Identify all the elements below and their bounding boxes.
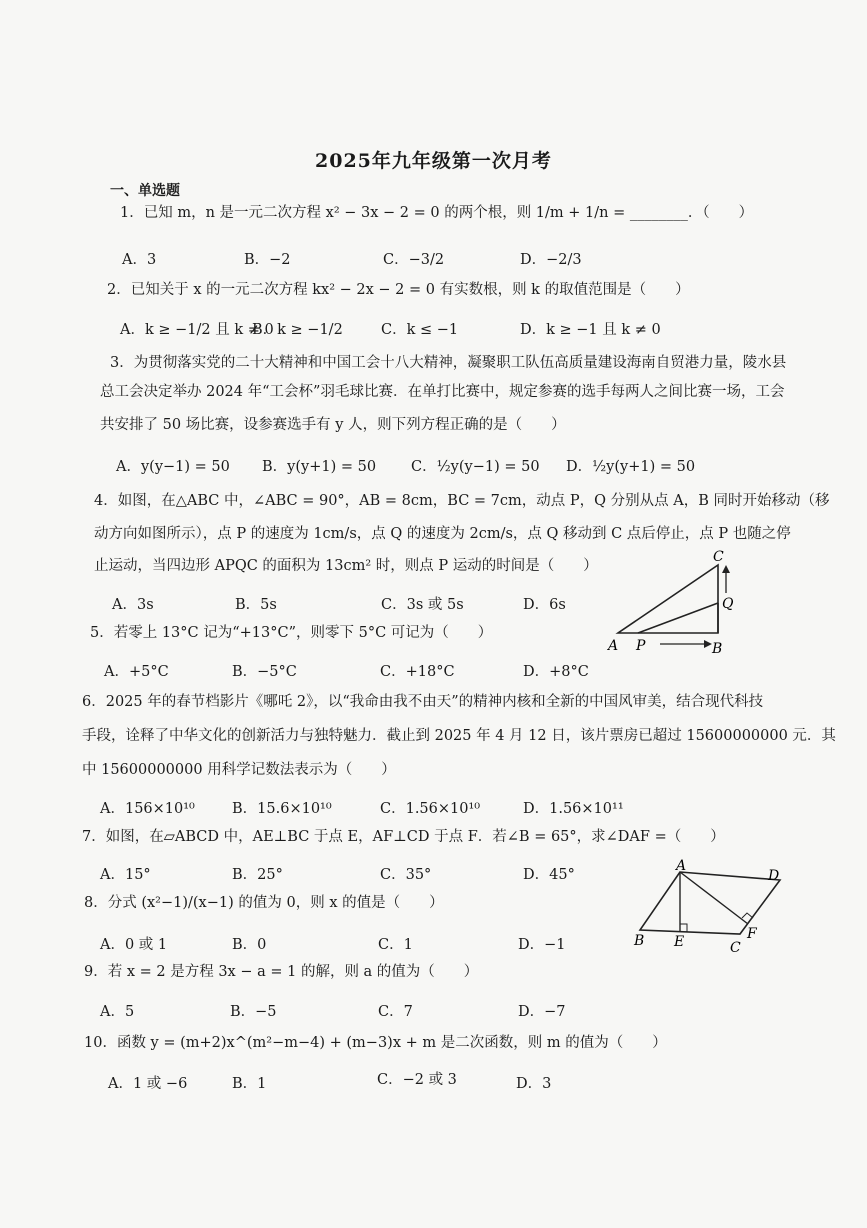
q5-option-d[interactable]: D．+8°C bbox=[523, 664, 589, 680]
segment-af bbox=[680, 872, 748, 924]
question-3-line-2: 总工会决定举办 2024 年“工会杯”羽毛球比赛．在单打比赛中，规定参赛的选手每两人之间比赛一场，工会 bbox=[100, 384, 785, 400]
question-4-line-1: 4．如图，在△ABC 中，∠ABC = 90°，AB = 8cm，BC = 7cm，动点 P，Q 分别从点 A，B 同时开始移动（移 bbox=[94, 493, 830, 509]
question-7-stem: 7．如图，在▱ABCD 中，AE⊥BC 于点 E，AF⊥CD 于点 F．若∠B = 65°，求∠DAF =（ ） bbox=[82, 829, 725, 845]
label-a: A bbox=[608, 638, 619, 654]
q8-option-a[interactable]: A．0 或 1 bbox=[100, 937, 168, 953]
q3-option-d[interactable]: D．½y(y+1) = 50 bbox=[566, 459, 696, 475]
label-a: A bbox=[676, 858, 687, 874]
q5-option-c[interactable]: C．+18°C bbox=[380, 664, 455, 680]
segment-pq bbox=[638, 603, 718, 633]
q9-option-b[interactable]: B．−5 bbox=[230, 1004, 277, 1020]
question-9-stem: 9．若 x = 2 是方程 3x − a = 1 的解，则 a 的值为（ ） bbox=[84, 964, 479, 980]
q10-option-b[interactable]: B．1 bbox=[232, 1076, 267, 1092]
question-6-line-3: 中 15600000000 用科学记数法表示为（ ） bbox=[82, 762, 396, 778]
question-4-line-2: 动方向如图所示），点 P 的速度为 1cm/s，点 Q 的速度为 2cm/s，点 Q 移动到 C 点后停止，点 P 也随之停 bbox=[94, 526, 791, 542]
label-d: D bbox=[768, 868, 780, 884]
q4-option-a[interactable]: A．3s bbox=[112, 597, 154, 613]
q7-option-c[interactable]: C．35° bbox=[380, 867, 432, 883]
question-4-line-3: 止运动，当四边形 APQC 的面积为 13cm² 时，则点 P 运动的时间是（ ） bbox=[94, 558, 598, 574]
q2-option-a[interactable]: A．k ≥ −1/2 且 k ≠ 0 bbox=[120, 322, 274, 338]
label-e: E bbox=[674, 934, 685, 950]
q1-option-d[interactable]: D．−2/3 bbox=[520, 252, 582, 268]
q8-option-c[interactable]: C．1 bbox=[378, 937, 413, 953]
question-6-line-2: 手段，诠释了中华文化的创新活力与独特魅力．截止到 2025 年 4 月 12 日，该片票房已超过 15600000000 元．其 bbox=[82, 728, 836, 744]
question-6-line-1: 6．2025 年的春节档影片《哪吒 2》，以“我命由我不由天”的精神内核和全新的中国风审美，结合现代科技 bbox=[82, 694, 764, 710]
q10-option-d[interactable]: D．3 bbox=[516, 1076, 552, 1092]
q1-option-a[interactable]: A．3 bbox=[122, 252, 157, 268]
q5-option-b[interactable]: B．−5°C bbox=[232, 664, 297, 680]
q10-option-a[interactable]: A．1 或 −6 bbox=[108, 1076, 188, 1092]
question-3-line-3: 共安排了 50 场比赛，设参赛选手有 y 人，则下列方程正确的是（ ） bbox=[100, 417, 566, 433]
q5-option-a[interactable]: A．+5°C bbox=[104, 664, 169, 680]
question-8-stem: 8．分式 (x²−1)/(x−1) 的值为 0，则 x 的值是（ ） bbox=[84, 895, 444, 911]
q8-option-b[interactable]: B．0 bbox=[232, 937, 267, 953]
q2-option-b[interactable]: B．k ≥ −1/2 bbox=[252, 322, 343, 338]
q4-option-b[interactable]: B．5s bbox=[235, 597, 277, 613]
q8-option-d[interactable]: D．−1 bbox=[518, 937, 566, 953]
parallelogram-abcd-figure bbox=[630, 858, 790, 958]
q9-option-c[interactable]: C．7 bbox=[378, 1004, 413, 1020]
triangle-abc-figure bbox=[600, 545, 740, 657]
q2-option-c[interactable]: C．k ≤ −1 bbox=[381, 322, 459, 338]
question-1-stem: 1．已知 m，n 是一元二次方程 x² − 3x − 2 = 0 的两个根，则 1/m + 1/n = ________．（ ） bbox=[120, 205, 754, 221]
label-c: C bbox=[713, 549, 724, 565]
q6-option-a[interactable]: A．156×10¹⁰ bbox=[100, 801, 195, 817]
label-c: C bbox=[730, 940, 741, 956]
page-title: 2025年九年级第一次月考 bbox=[315, 150, 552, 172]
question-3-line-1: 3．为贯彻落实党的二十大精神和中国工会十八大精神，凝聚职工队伍高质量建设海南自贸港力量，陵水县 bbox=[110, 355, 787, 371]
q7-option-b[interactable]: B．25° bbox=[232, 867, 283, 883]
q9-option-d[interactable]: D．−7 bbox=[518, 1004, 566, 1020]
question-10-stem: 10．函数 y = (m+2)x^(m²−m−4) + (m−3)x + m 是二次函数，则 m 的值为（ ） bbox=[84, 1035, 667, 1051]
q7-option-d[interactable]: D．45° bbox=[523, 867, 575, 883]
section-heading: 一、单选题 bbox=[110, 183, 180, 199]
q9-option-a[interactable]: A．5 bbox=[100, 1004, 135, 1020]
q6-option-c[interactable]: C．1.56×10¹⁰ bbox=[380, 801, 481, 817]
q4-option-c[interactable]: C．3s 或 5s bbox=[381, 597, 464, 613]
q4-option-d[interactable]: D．6s bbox=[523, 597, 566, 613]
q6-option-d[interactable]: D．1.56×10¹¹ bbox=[523, 801, 624, 817]
question-5-stem: 5．若零上 13°C 记为“+13°C”，则零下 5°C 可记为（ ） bbox=[90, 625, 493, 641]
parallelogram-abcd bbox=[640, 872, 780, 934]
q1-option-c[interactable]: C．−3/2 bbox=[383, 252, 445, 268]
q7-option-a[interactable]: A．15° bbox=[100, 867, 151, 883]
q3-option-b[interactable]: B．y(y+1) = 50 bbox=[262, 459, 377, 475]
question-2-stem: 2．已知关于 x 的一元二次方程 kx² − 2x − 2 = 0 有实数根，则 k 的取值范围是（ ） bbox=[107, 282, 690, 298]
q2-option-d[interactable]: D．k ≥ −1 且 k ≠ 0 bbox=[520, 322, 661, 338]
label-b: B bbox=[712, 641, 723, 657]
q1-option-b[interactable]: B．−2 bbox=[244, 252, 291, 268]
q10-option-c[interactable]: C．−2 或 3 bbox=[377, 1072, 457, 1088]
label-b: B bbox=[634, 933, 645, 949]
label-q: Q bbox=[722, 596, 734, 612]
label-p: P bbox=[636, 638, 646, 654]
q3-option-c[interactable]: C．½y(y−1) = 50 bbox=[411, 459, 540, 475]
q6-option-b[interactable]: B．15.6×10¹⁰ bbox=[232, 801, 332, 817]
label-f: F bbox=[747, 926, 757, 942]
triangle-abc bbox=[618, 565, 718, 633]
q3-option-a[interactable]: A．y(y−1) = 50 bbox=[116, 459, 230, 475]
